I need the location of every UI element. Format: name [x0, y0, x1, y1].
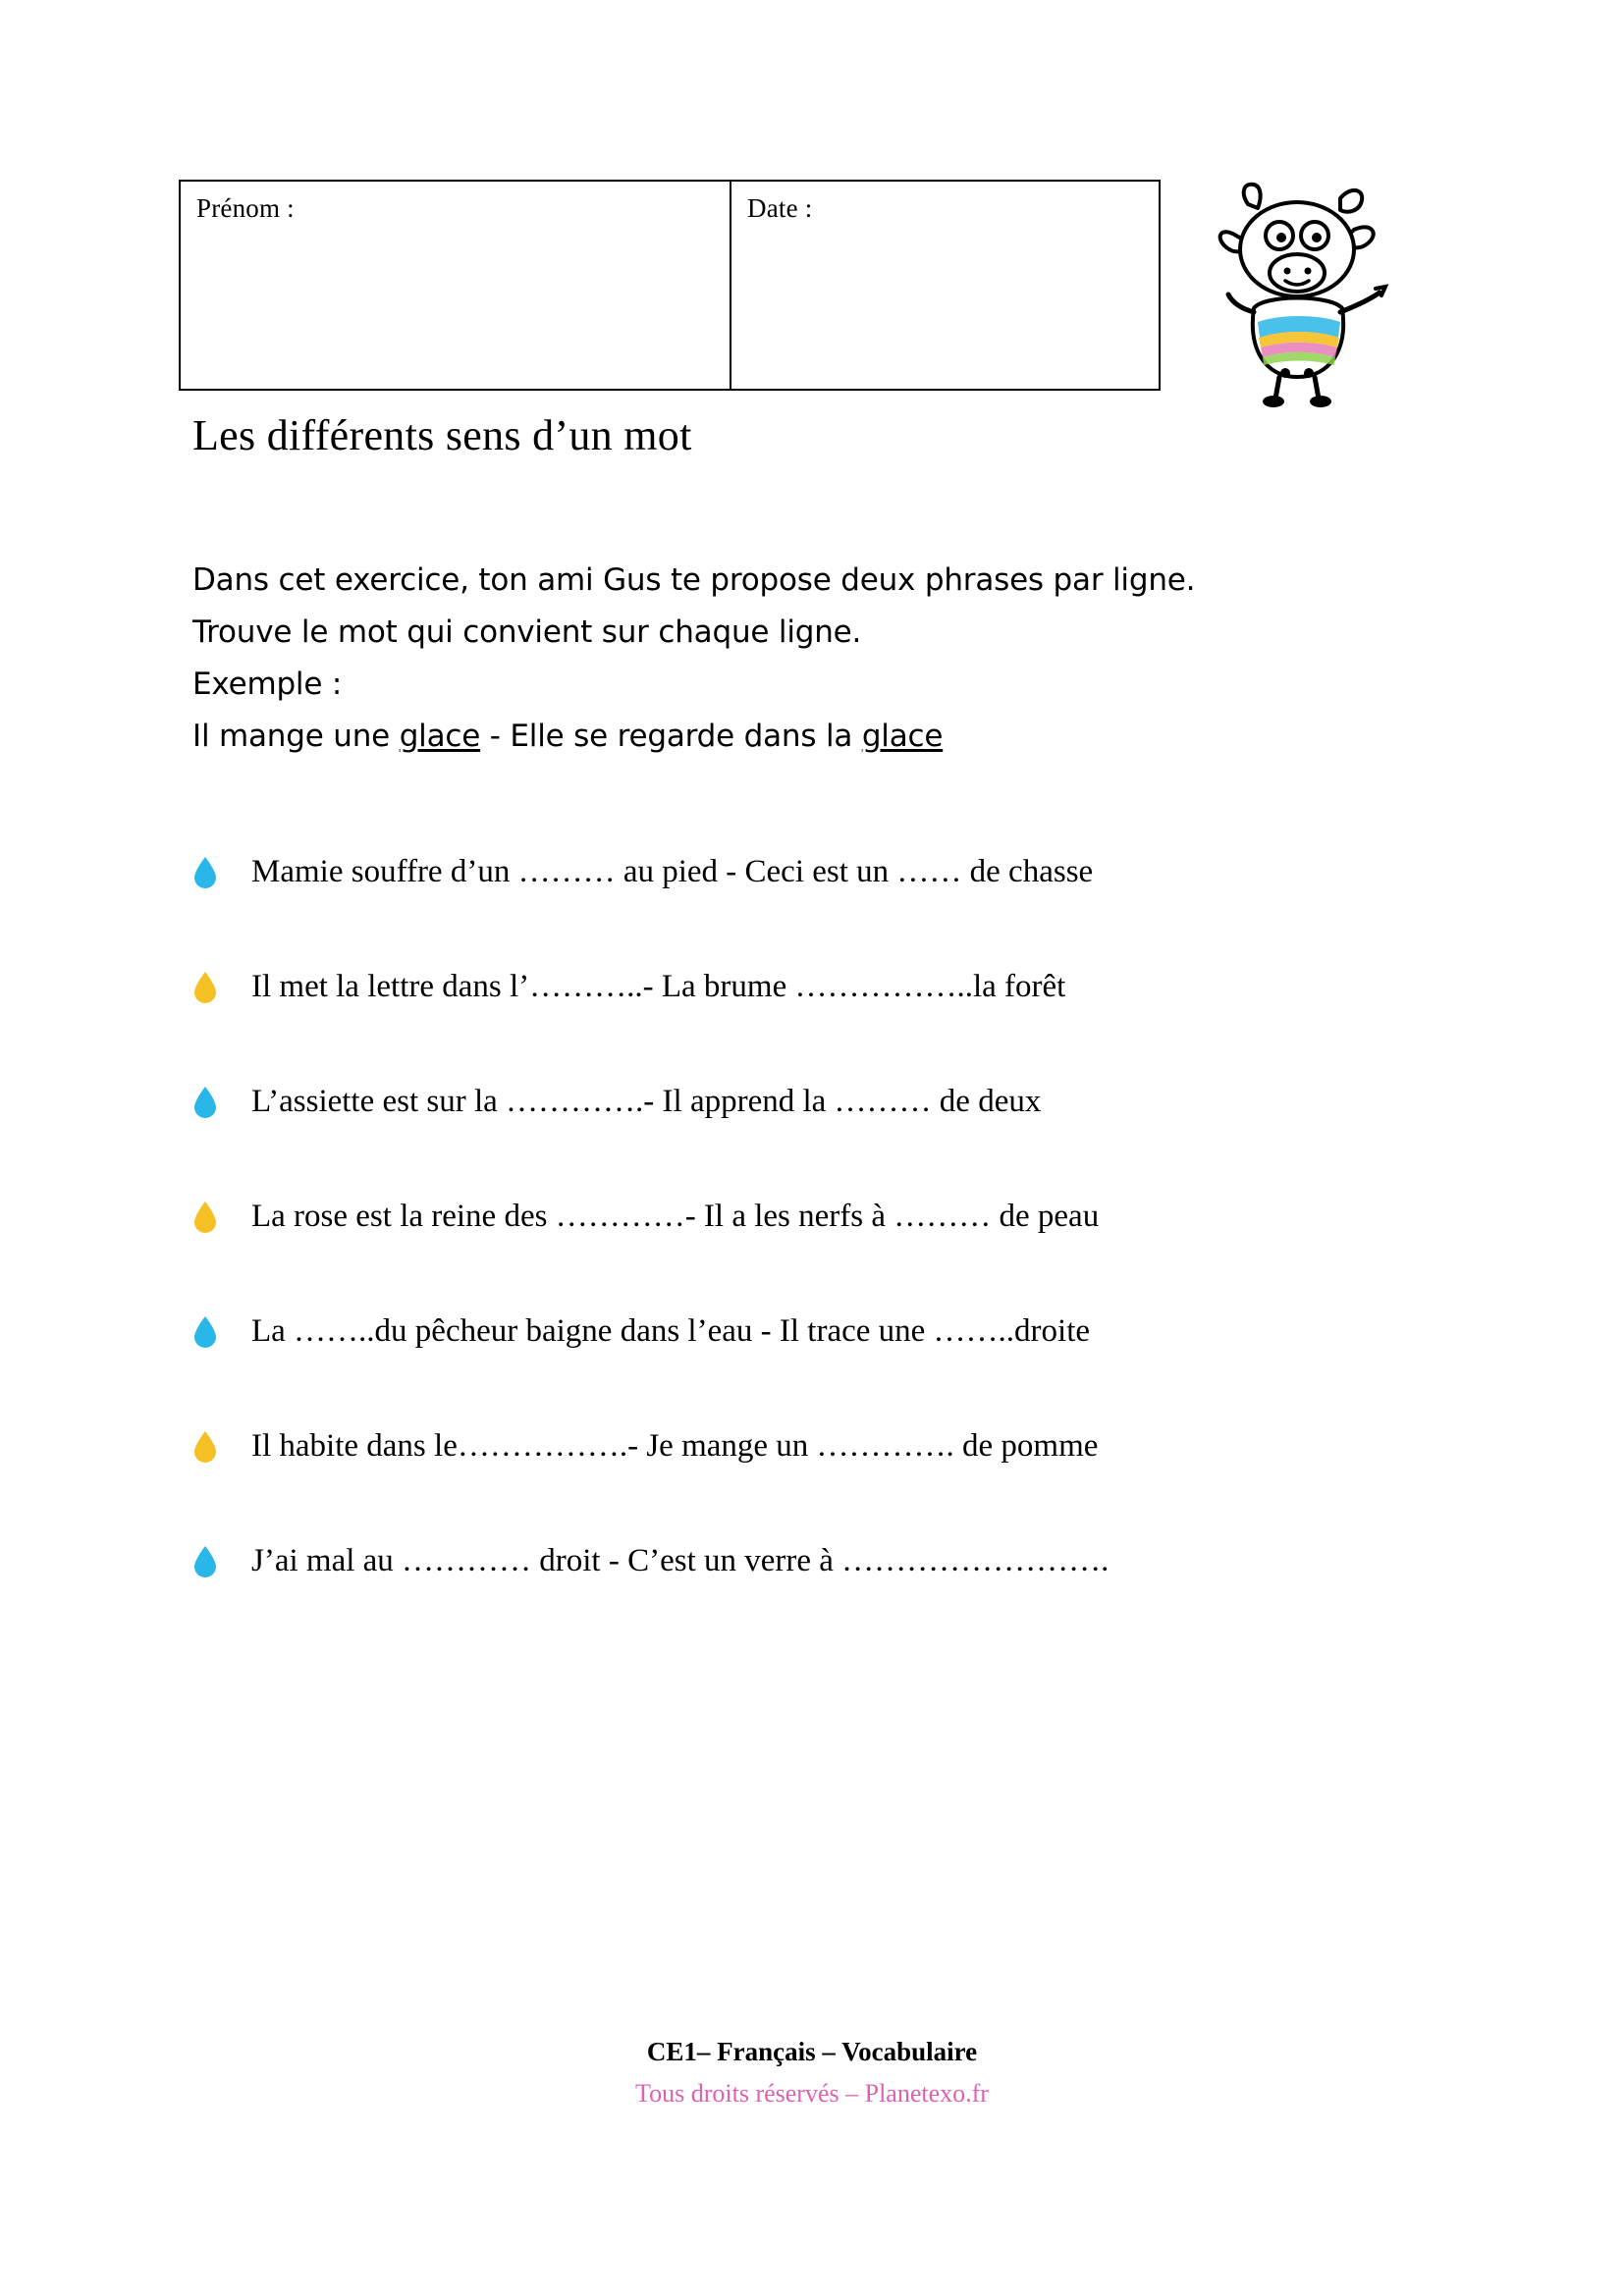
footer-subject: CE1– Français – Vocabulaire: [646, 2037, 978, 2066]
droplet-icon: [187, 1201, 224, 1234]
exercise-text[interactable]: Il habite dans le…………….- Je mange un …………. de pomme: [251, 1428, 1099, 1464]
example-prefix: Il mange une: [192, 719, 400, 754]
droplet-icon: [187, 1430, 224, 1464]
list-item: [187, 1541, 1463, 1656]
instruction-line-3: Exemple :: [192, 667, 343, 702]
droplet-icon: [187, 1086, 224, 1119]
exercise-text[interactable]: L’assiette est sur la ………….- Il apprend la ……… de deux: [251, 1084, 1042, 1119]
list-item: [187, 1082, 1463, 1197]
example-word-1: glace: [399, 719, 481, 754]
example-word-2: glace: [861, 719, 944, 754]
droplet-icon: [187, 971, 224, 1004]
footer-copyright: Tous droits réservés – Planetexo.fr: [635, 2079, 989, 2108]
instruction-example: [192, 711, 1420, 763]
list-item: [187, 1197, 1463, 1311]
droplet-icon: [187, 1545, 224, 1578]
droplet-icon: [187, 856, 224, 889]
prenom-label: Prénom :: [196, 193, 295, 223]
date-label: Date :: [747, 193, 813, 223]
list-item: [187, 1426, 1463, 1541]
list-item: [187, 967, 1463, 1082]
example-middle: - Elle se regarde dans la: [480, 719, 862, 754]
exercise-text[interactable]: Il met la lettre dans l’………..- La brume ……………..la forêt: [251, 969, 1066, 1004]
exercise-text[interactable]: La ……..du pêcheur baigne dans l’eau - Il trace une ……..droite: [251, 1313, 1091, 1349]
instruction-line-1: Dans cet exercice, ton ami Gus te propose deux phrases par ligne.: [192, 562, 1196, 598]
prenom-field[interactable]: [179, 180, 731, 391]
exercise-list: [187, 852, 1463, 1656]
page-title: Les différents sens d’un mot: [192, 411, 692, 459]
instruction-line-2: Trouve le mot qui convient sur chaque ligne.: [192, 614, 862, 650]
exercise-text[interactable]: Mamie souffre d’un ……… au pied - Ceci est un …… de chasse: [251, 854, 1094, 889]
date-field[interactable]: [731, 180, 1161, 391]
instructions-block: [192, 555, 1420, 763]
list-item: [187, 1311, 1463, 1426]
student-info-row: [179, 180, 1161, 391]
list-item: [187, 852, 1463, 967]
footer: [0, 2037, 1624, 2109]
exercise-text[interactable]: J’ai mal au ………… droit - C’est un verre à …………………….: [251, 1543, 1110, 1578]
exercise-text[interactable]: La rose est la reine des …………- Il a les nerfs à ……… de peau: [251, 1199, 1100, 1234]
droplet-icon: [187, 1315, 224, 1349]
cow-mascot-icon: [1193, 165, 1404, 410]
